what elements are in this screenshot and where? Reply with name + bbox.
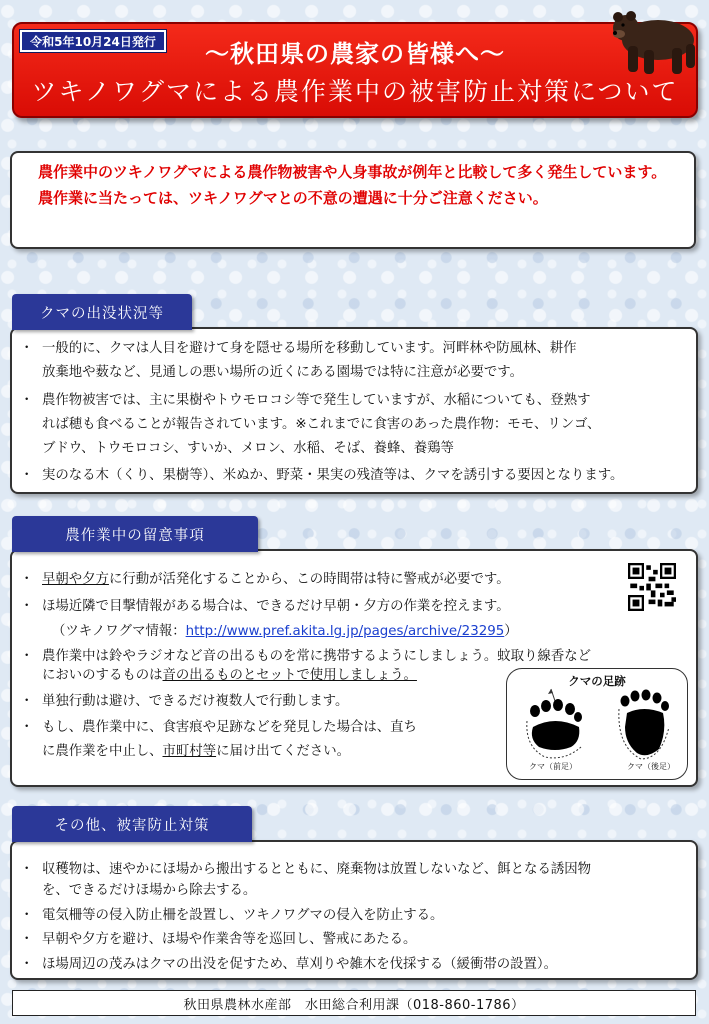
list-item: ・ 農作業中は鈴やラジオなど音の出るものを常に携帯するようにしましょう。蚊取り線香など	[20, 649, 592, 664]
list-item-cont: を、できるだけほ場から除去する。	[42, 883, 257, 898]
hind-paw-icon	[611, 687, 677, 761]
section-title-other-measures: その他、被害防止対策	[12, 806, 252, 842]
alert-line-2: 農作業に当たっては、ツキノワグマとの不意の遭遇に十分ご注意ください。	[38, 189, 548, 207]
front-paw-icon	[521, 687, 587, 761]
list-item-cont: 放棄地や薮など、見通しの悪い場所の近くにある園場では特に注意が必要です。	[42, 365, 523, 380]
header-subtitle: 〜秋田県の農家の皆様へ〜	[205, 40, 505, 68]
list-item: ・ 早朝や夕方を避け、ほ場や作業舎等を巡回し、警戒にあたる。	[20, 932, 417, 947]
front-paw-caption: クマ（前足）	[529, 762, 577, 771]
bear-info-link[interactable]: http://www.pref.akita.lg.jp/pages/archive/23295	[185, 624, 505, 639]
qr-code-icon[interactable]	[628, 563, 676, 611]
list-item: ・ 単独行動は避け、できるだけ複数人で行動します。	[20, 694, 349, 709]
list-item-cont: れば穂も食べることが報告されています。※これまでに食害のあった農作物：モモ、リンゴ、	[42, 417, 601, 432]
bear-footprint-figure	[506, 668, 688, 780]
section-title-precautions: 農作業中の留意事項	[12, 516, 258, 552]
bear-illustration	[604, 6, 704, 78]
alert-line-1: 農作業中のツキノワグマによる農作物被害や人身事故が例年と比較して多く発生しています。	[38, 163, 667, 181]
list-item: ・ 収穫物は、速やかにほ場から搬出するとともに、廃棄物は放置しないなど、餌となる誘因物	[20, 862, 592, 877]
list-item: ・ ほ場周辺の茂みはクマの出没を促すため、草刈りや雑木を伐採する（緩衝帯の設置）。	[20, 957, 557, 972]
list-item: ・ 実のなる木（くり、果樹等）、米ぬか、野菜・果実の残渣等は、クマを誘引する要因となります。	[20, 468, 624, 483]
list-item: ・ 早朝や夕方に行動が活発化することから、この時間帯は特に警戒が必要です。	[20, 572, 510, 587]
list-item: ・ 農作物被害では、主に果樹やトウモロコシ等で発生していますが、水稲についても、登熟す	[20, 393, 591, 408]
bear-info-line: （ツキノワグマ情報：http://www.pref.akita.lg.jp/pages/archive/23295）	[52, 624, 518, 639]
section-title-bear-sightings: クマの出没状況等	[12, 294, 192, 330]
footprint-title: クマの足跡	[568, 674, 626, 688]
page-title: ツキノワグマによる農作業中の被害防止対策について	[31, 77, 679, 106]
footer-contact: 秋田県農林水産部 水田総合利用課（018-860-1786）	[12, 990, 696, 1016]
alert-box	[10, 151, 696, 249]
list-item: ・ 一般的に、クマは人目を避けて身を隠せる場所を移動しています。河畔林や防風林、耕作	[20, 341, 577, 356]
list-item-cont: ブドウ、トウモロコシ、すいか、メロン、水稲、そば、養蜂、養鶏等	[42, 441, 454, 456]
list-item: ・ ほ場近隣で目撃情報がある場合は、できるだけ早朝・夕方の作業を控えます。	[20, 599, 510, 614]
list-item: ・ 電気柵等の侵入防止柵を設置し、ツキノワグマの侵入を防止する。	[20, 908, 444, 923]
issue-date-badge: 令和5年10月24日発行	[20, 30, 166, 52]
list-item-cont: に農作業を中止し、市町村等に届け出てください。	[42, 744, 350, 759]
list-item: ・ もし、農作業中に、食害痕や足跡などを発見した場合は、直ち	[20, 720, 417, 735]
list-item-cont: においのするものは音の出るものとセットで使用しましょう。	[42, 668, 417, 683]
hind-paw-caption: クマ（後足）	[627, 762, 675, 771]
